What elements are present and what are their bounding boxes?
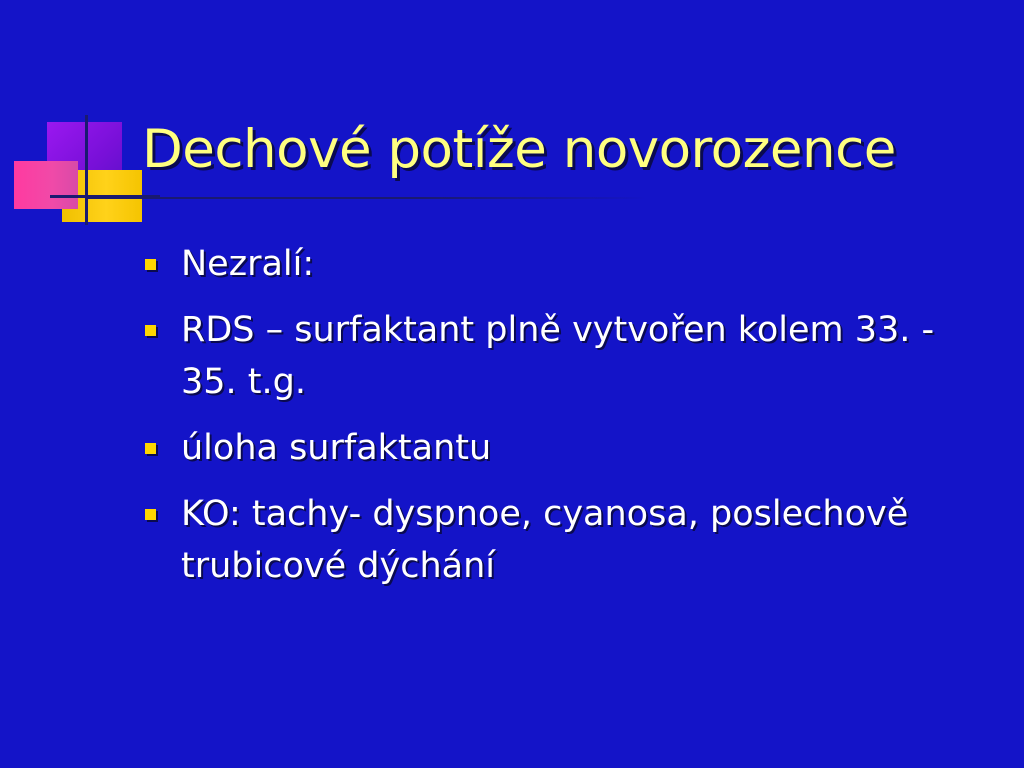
bullet-text: KO: tachy- dyspnoe, cyanosa, poslechově trubicové dýchání	[181, 494, 909, 586]
square-bullet-icon	[145, 509, 156, 520]
vertical-line-decoration	[85, 115, 88, 225]
slide-title: Dechové potíže novorozence	[142, 119, 896, 180]
bullet-text: RDS – surfaktant plně vytvořen kolem 33. - 35. t.g.	[181, 310, 935, 402]
bullet-item	[143, 488, 993, 592]
bullet-text: Nezralí:	[181, 244, 315, 284]
bullet-item	[143, 238, 993, 290]
square-bullet-icon	[145, 325, 156, 336]
bullet-text: úloha surfaktantu	[181, 428, 492, 468]
pink-square-decoration	[14, 161, 78, 209]
bullet-item	[143, 304, 993, 408]
square-bullet-icon	[145, 259, 156, 270]
bullet-list	[143, 238, 993, 606]
decorative-squares	[0, 0, 160, 240]
square-bullet-icon	[145, 443, 156, 454]
bullet-item	[143, 422, 993, 474]
title-underline	[86, 197, 646, 199]
